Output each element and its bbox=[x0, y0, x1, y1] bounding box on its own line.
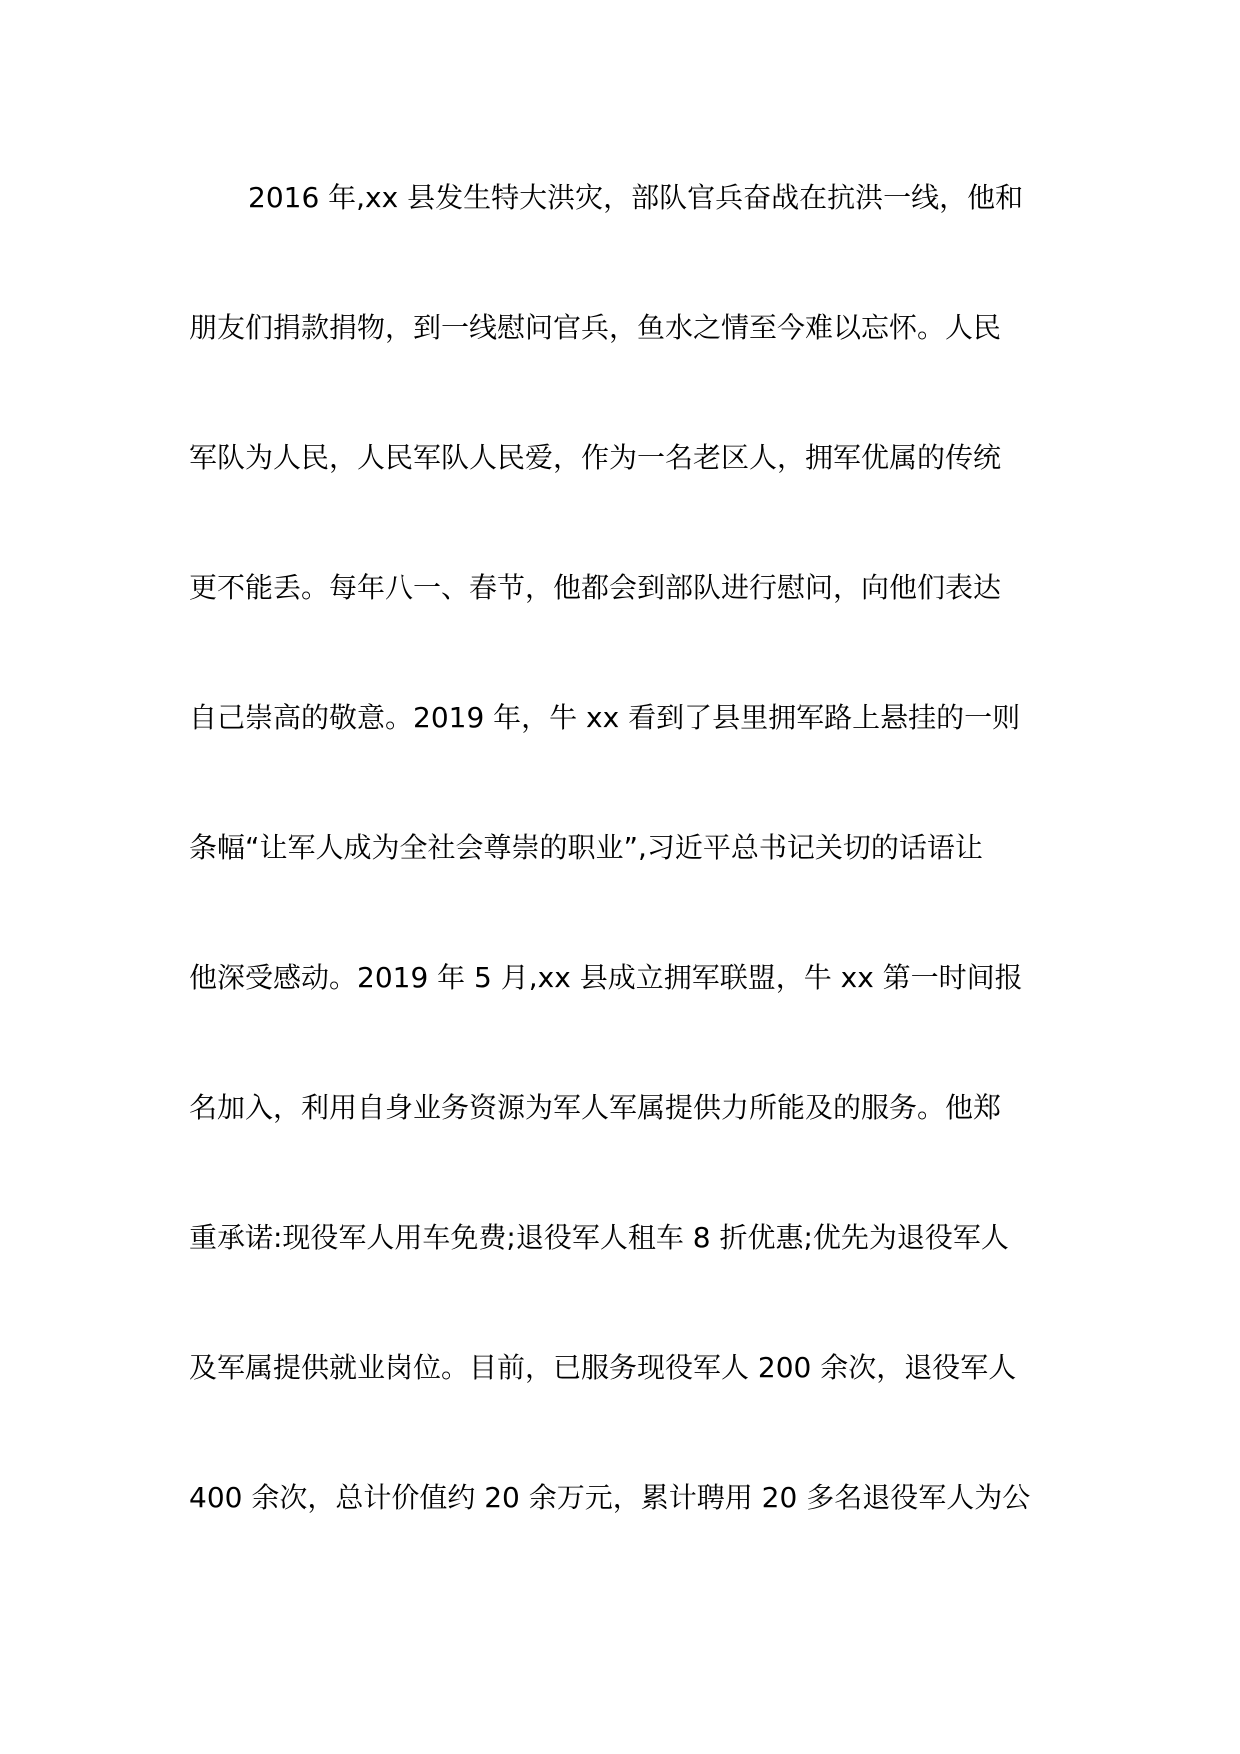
paragraph-line: 400 余次，总计价值约 20 余万元，累计聘用 20 多名退役军人为公 bbox=[189, 1481, 1031, 1514]
paragraph-line: 名加入，利用自身业务资源为军人军属提供力所能及的服务。他郑 bbox=[189, 1091, 1002, 1124]
paragraph-line: 军队为人民，人民军队人民爱，作为一名老区人，拥军优属的传统 bbox=[189, 441, 1002, 474]
paragraph-line: 他深受感动。2019 年 5 月,xx 县成立拥军联盟，牛 xx 第一时间报 bbox=[189, 961, 1023, 994]
paragraph-line: 重承诺:现役军人用车免费;退役军人租车 8 折优惠;优先为退役军人 bbox=[189, 1221, 1009, 1254]
paragraph-line: 2016 年,xx 县发生特大洪灾，部队官兵奋战在抗洪一线，他和 bbox=[248, 181, 1024, 214]
paragraph-line: 及军属提供就业岗位。目前，已服务现役军人 200 余次，退役军人 bbox=[189, 1351, 1017, 1384]
paragraph-line: 朋友们捐款捐物，到一线慰问官兵，鱼水之情至今难以忘怀。人民 bbox=[189, 311, 1002, 344]
paragraph-line: 自己崇高的敬意。2019 年，牛 xx 看到了县里拥军路上悬挂的一则 bbox=[189, 701, 1021, 734]
paragraph-line: 条幅“让军人成为全社会尊崇的职业”,习近平总书记关切的话语让 bbox=[189, 831, 983, 864]
paragraph-line: 更不能丢。每年八一、春节，他都会到部队进行慰问，向他们表达 bbox=[189, 571, 1002, 604]
